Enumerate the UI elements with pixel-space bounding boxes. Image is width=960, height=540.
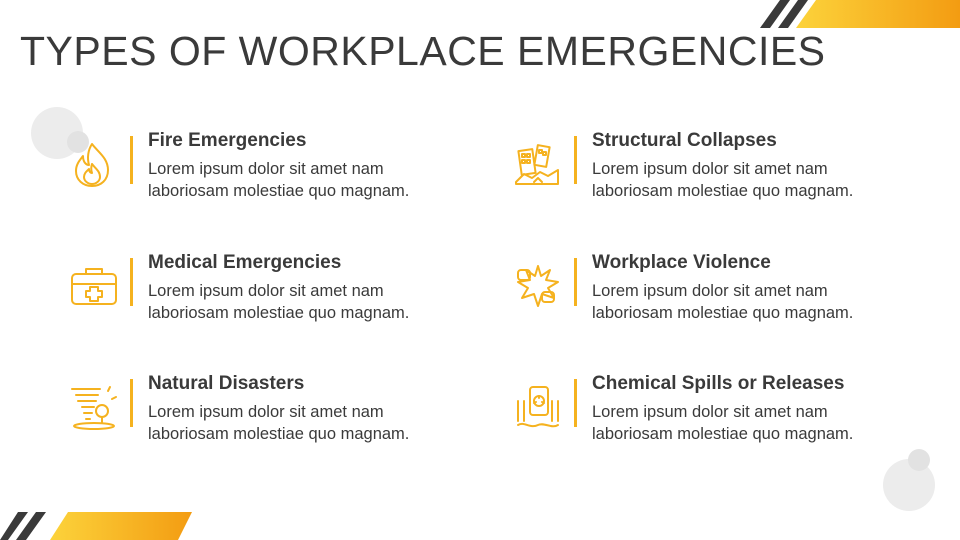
item-heading: Chemical Spills or Releases	[592, 373, 845, 394]
fist-fight-icon	[512, 260, 564, 312]
chemical-hazard-icon	[512, 381, 564, 433]
item-description: Lorem ipsum dolor sit amet nam laboriosam molestiae quo magnam.	[148, 282, 410, 322]
accent-bar	[574, 136, 577, 184]
emergency-item-violence	[512, 252, 872, 332]
accent-bar	[574, 379, 577, 427]
accent-bar	[574, 258, 577, 306]
item-description: Lorem ipsum dolor sit amet nam laboriosam molestiae quo magnam.	[592, 282, 854, 322]
accent-bar	[130, 379, 133, 427]
accent-bar	[130, 258, 133, 306]
emergency-item-structural	[512, 130, 872, 210]
tornado-icon	[68, 381, 120, 433]
item-heading: Fire Emergencies	[148, 130, 307, 151]
accent-bar	[130, 136, 133, 184]
first-aid-kit-icon	[68, 260, 120, 312]
top-right-decoration	[760, 0, 960, 28]
decorative-circle	[908, 449, 930, 471]
item-heading: Structural Collapses	[592, 130, 777, 151]
emergency-item-chemical	[512, 373, 872, 453]
emergency-item-natural	[68, 373, 428, 453]
item-description: Lorem ipsum dolor sit amet nam laboriosam molestiae quo magnam.	[148, 160, 410, 200]
slide-title: TYPES OF WORKPLACE EMERGENCIES	[20, 28, 826, 74]
bottom-left-decoration	[0, 512, 200, 540]
emergency-item-medical	[68, 252, 428, 332]
item-description: Lorem ipsum dolor sit amet nam laboriosam molestiae quo magnam.	[592, 160, 854, 200]
item-heading: Medical Emergencies	[148, 252, 342, 273]
collapsed-building-icon	[512, 138, 564, 190]
item-heading: Workplace Violence	[592, 252, 771, 273]
emergency-item-fire	[68, 130, 428, 210]
item-description: Lorem ipsum dolor sit amet nam laboriosam molestiae quo magnam.	[592, 403, 854, 443]
item-heading: Natural Disasters	[148, 373, 305, 394]
item-description: Lorem ipsum dolor sit amet nam laboriosam molestiae quo magnam.	[148, 403, 410, 443]
fire-icon	[68, 138, 120, 190]
